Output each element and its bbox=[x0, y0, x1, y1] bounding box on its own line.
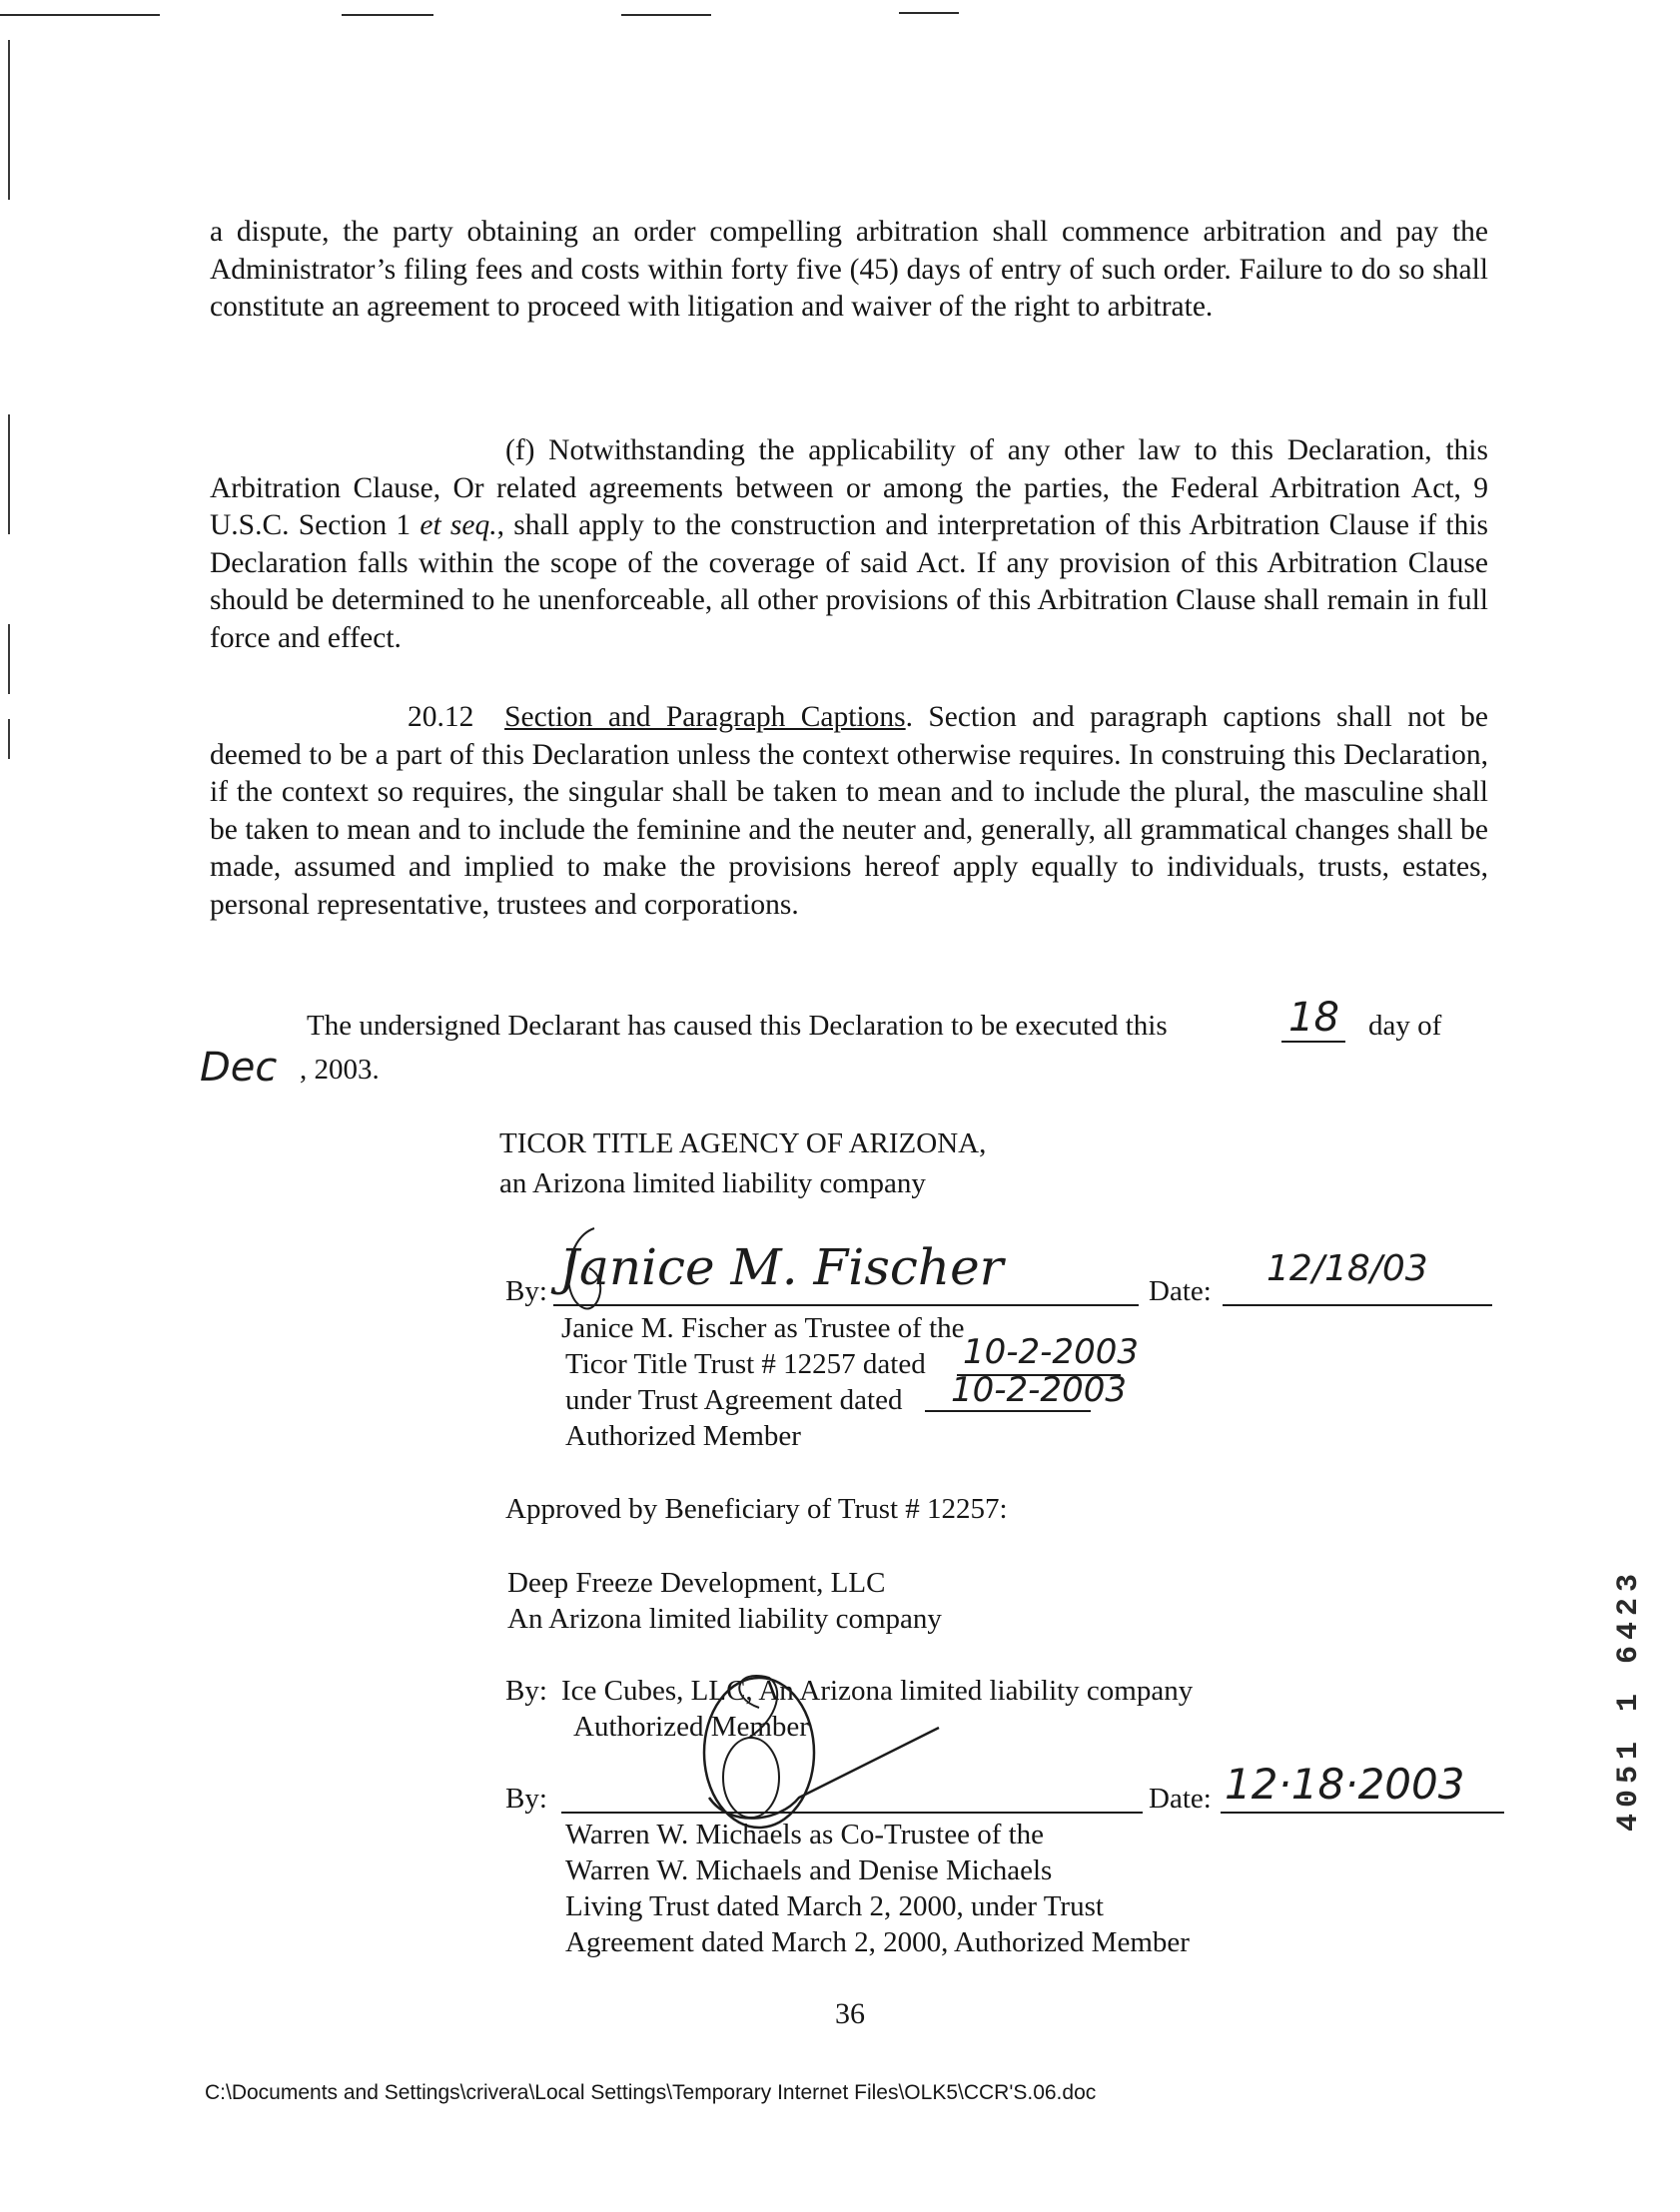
agreement-date-handwritten: 10-2-2003 bbox=[951, 1370, 1127, 1410]
scan-edge-mark bbox=[8, 624, 10, 694]
day-blank-line bbox=[1281, 1041, 1345, 1043]
agency-signature-line bbox=[553, 1304, 1139, 1306]
execution-text: The undersigned Declarant has caused this Declaration to be executed this bbox=[307, 1010, 1168, 1042]
beneficiary-signer-line4: Agreement dated March 2, 2000, Authorized Member bbox=[565, 1926, 1190, 1958]
agreement-date-line bbox=[925, 1410, 1091, 1412]
agency-signer-line3: under Trust Agreement dated bbox=[565, 1384, 903, 1416]
beneficiary-date-handwritten: 12·18·2003 bbox=[1225, 1760, 1465, 1809]
handwritten-month: Dec bbox=[200, 1045, 278, 1091]
agency-signature: Janice M. Fischer bbox=[559, 1238, 1004, 1296]
agency-date-line bbox=[1223, 1304, 1492, 1306]
section-caption: Section and Paragraph Captions bbox=[504, 701, 906, 733]
signature-flourish-icon bbox=[554, 1218, 614, 1318]
beneficiary-signer-line3: Living Trust dated March 2, 2000, under Trust bbox=[565, 1890, 1104, 1922]
execution-clause bbox=[307, 1009, 1168, 1043]
scan-rule bbox=[342, 14, 433, 16]
execution-year: , 2003. bbox=[300, 1054, 380, 1086]
page-number: 36 bbox=[835, 1997, 865, 2030]
beneficiary-signer-line1: Warren W. Michaels as Co-Trustee of the bbox=[565, 1819, 1045, 1850]
paragraph-italic-text: et seq. bbox=[420, 509, 497, 541]
paragraph-text: . Section and paragraph captions shall not be deemed to be a part of this Declaration unless the context otherwise requires. In construing this Declaration, if the context so requires, the singular shall be taken to mean and to include the plural, the masculine shall be taken to mean and to include the feminine and the neuter and, generally, all grammatical changes shall be made, assumed and implied to make the provisions hereof apply equally to individuals, trusts, estates, personal representative, trustees and corporations. bbox=[210, 701, 1489, 921]
scan-edge-mark bbox=[8, 414, 10, 534]
beneficiary-type: An Arizona limited liability company bbox=[507, 1603, 942, 1635]
section-number: 20.12 bbox=[408, 701, 474, 733]
agency-type: an Arizona limited liability company bbox=[499, 1167, 926, 1199]
beneficiary-member-line: Ice Cubes, LLC, An Arizona limited liability company bbox=[561, 1675, 1194, 1707]
paragraph-text: (f) Notwithstanding the applicability of any other law to this Declaration, this Arbitration Clause, Or related agreements between or among the parties, the Federal Arbitration Act, 9 U.S.C. Section 1 bbox=[210, 434, 1488, 541]
paragraph-federal-arbitration-act bbox=[210, 432, 1488, 657]
beneficiary-by2-label: By: bbox=[505, 1783, 547, 1815]
scan-rule bbox=[621, 14, 711, 16]
paragraph-text: , shall apply to the construction and interpretation of this Arbitration Clause if this Declaration falls within the scope of the coverage of said Act. If any provision of this Arbitration Clause should be determined to he unenforceable, all other provisions of this Arbitration Clause shall remain in full force and effect. bbox=[210, 509, 1488, 654]
scan-rule bbox=[0, 14, 160, 16]
agency-signer-line2: Ticor Title Trust # 12257 dated bbox=[565, 1348, 926, 1380]
scan-edge-mark bbox=[8, 719, 10, 759]
scan-rule bbox=[899, 12, 959, 14]
side-recording-stamp: 4051 1 6423 bbox=[1612, 1568, 1646, 1833]
agency-by-label: By: bbox=[505, 1275, 547, 1307]
paragraph-section-captions bbox=[210, 699, 1488, 924]
footer-file-path: C:\Documents and Settings\crivera\Local Settings\Temporary Internet Files\OLK5\CCR'S.06.doc bbox=[205, 2081, 1097, 2104]
beneficiary-signer-line2: Warren W. Michaels and Denise Michaels bbox=[565, 1854, 1053, 1886]
agency-name: TICOR TITLE AGENCY OF ARIZONA, bbox=[499, 1127, 987, 1159]
trust-date-handwritten: 10-2-2003 bbox=[963, 1332, 1139, 1372]
beneficiary-member-role: Authorized Member bbox=[573, 1711, 809, 1743]
handwritten-day: 18 bbox=[1288, 995, 1339, 1041]
agency-signer-line1: Janice M. Fischer as Trustee of the bbox=[561, 1312, 965, 1344]
scan-edge-mark bbox=[8, 40, 10, 200]
beneficiary-by-label: By: bbox=[505, 1675, 547, 1707]
agency-signer-line4: Authorized Member bbox=[565, 1420, 801, 1452]
agency-date-handwritten: 12/18/03 bbox=[1266, 1248, 1428, 1289]
beneficiary-name: Deep Freeze Development, LLC bbox=[507, 1567, 886, 1599]
beneficiary-date-label: Date: bbox=[1149, 1783, 1212, 1815]
beneficiary-approved: Approved by Beneficiary of Trust # 12257: bbox=[505, 1493, 1008, 1525]
agency-date-label: Date: bbox=[1149, 1275, 1212, 1307]
paragraph-arbitration-filing: a dispute, the party obtaining an order compelling arbitration shall commence arbitration and pay the Administrator’s filing fees and costs within forty five (45) days of entry of such order. Failure to do so shall constitute an agreement to proceed with litigation and waiver of the right to arbitrate. bbox=[210, 216, 1488, 323]
execution-day-of: day of bbox=[1368, 1010, 1442, 1042]
beneficiary-date-line bbox=[1221, 1812, 1504, 1814]
